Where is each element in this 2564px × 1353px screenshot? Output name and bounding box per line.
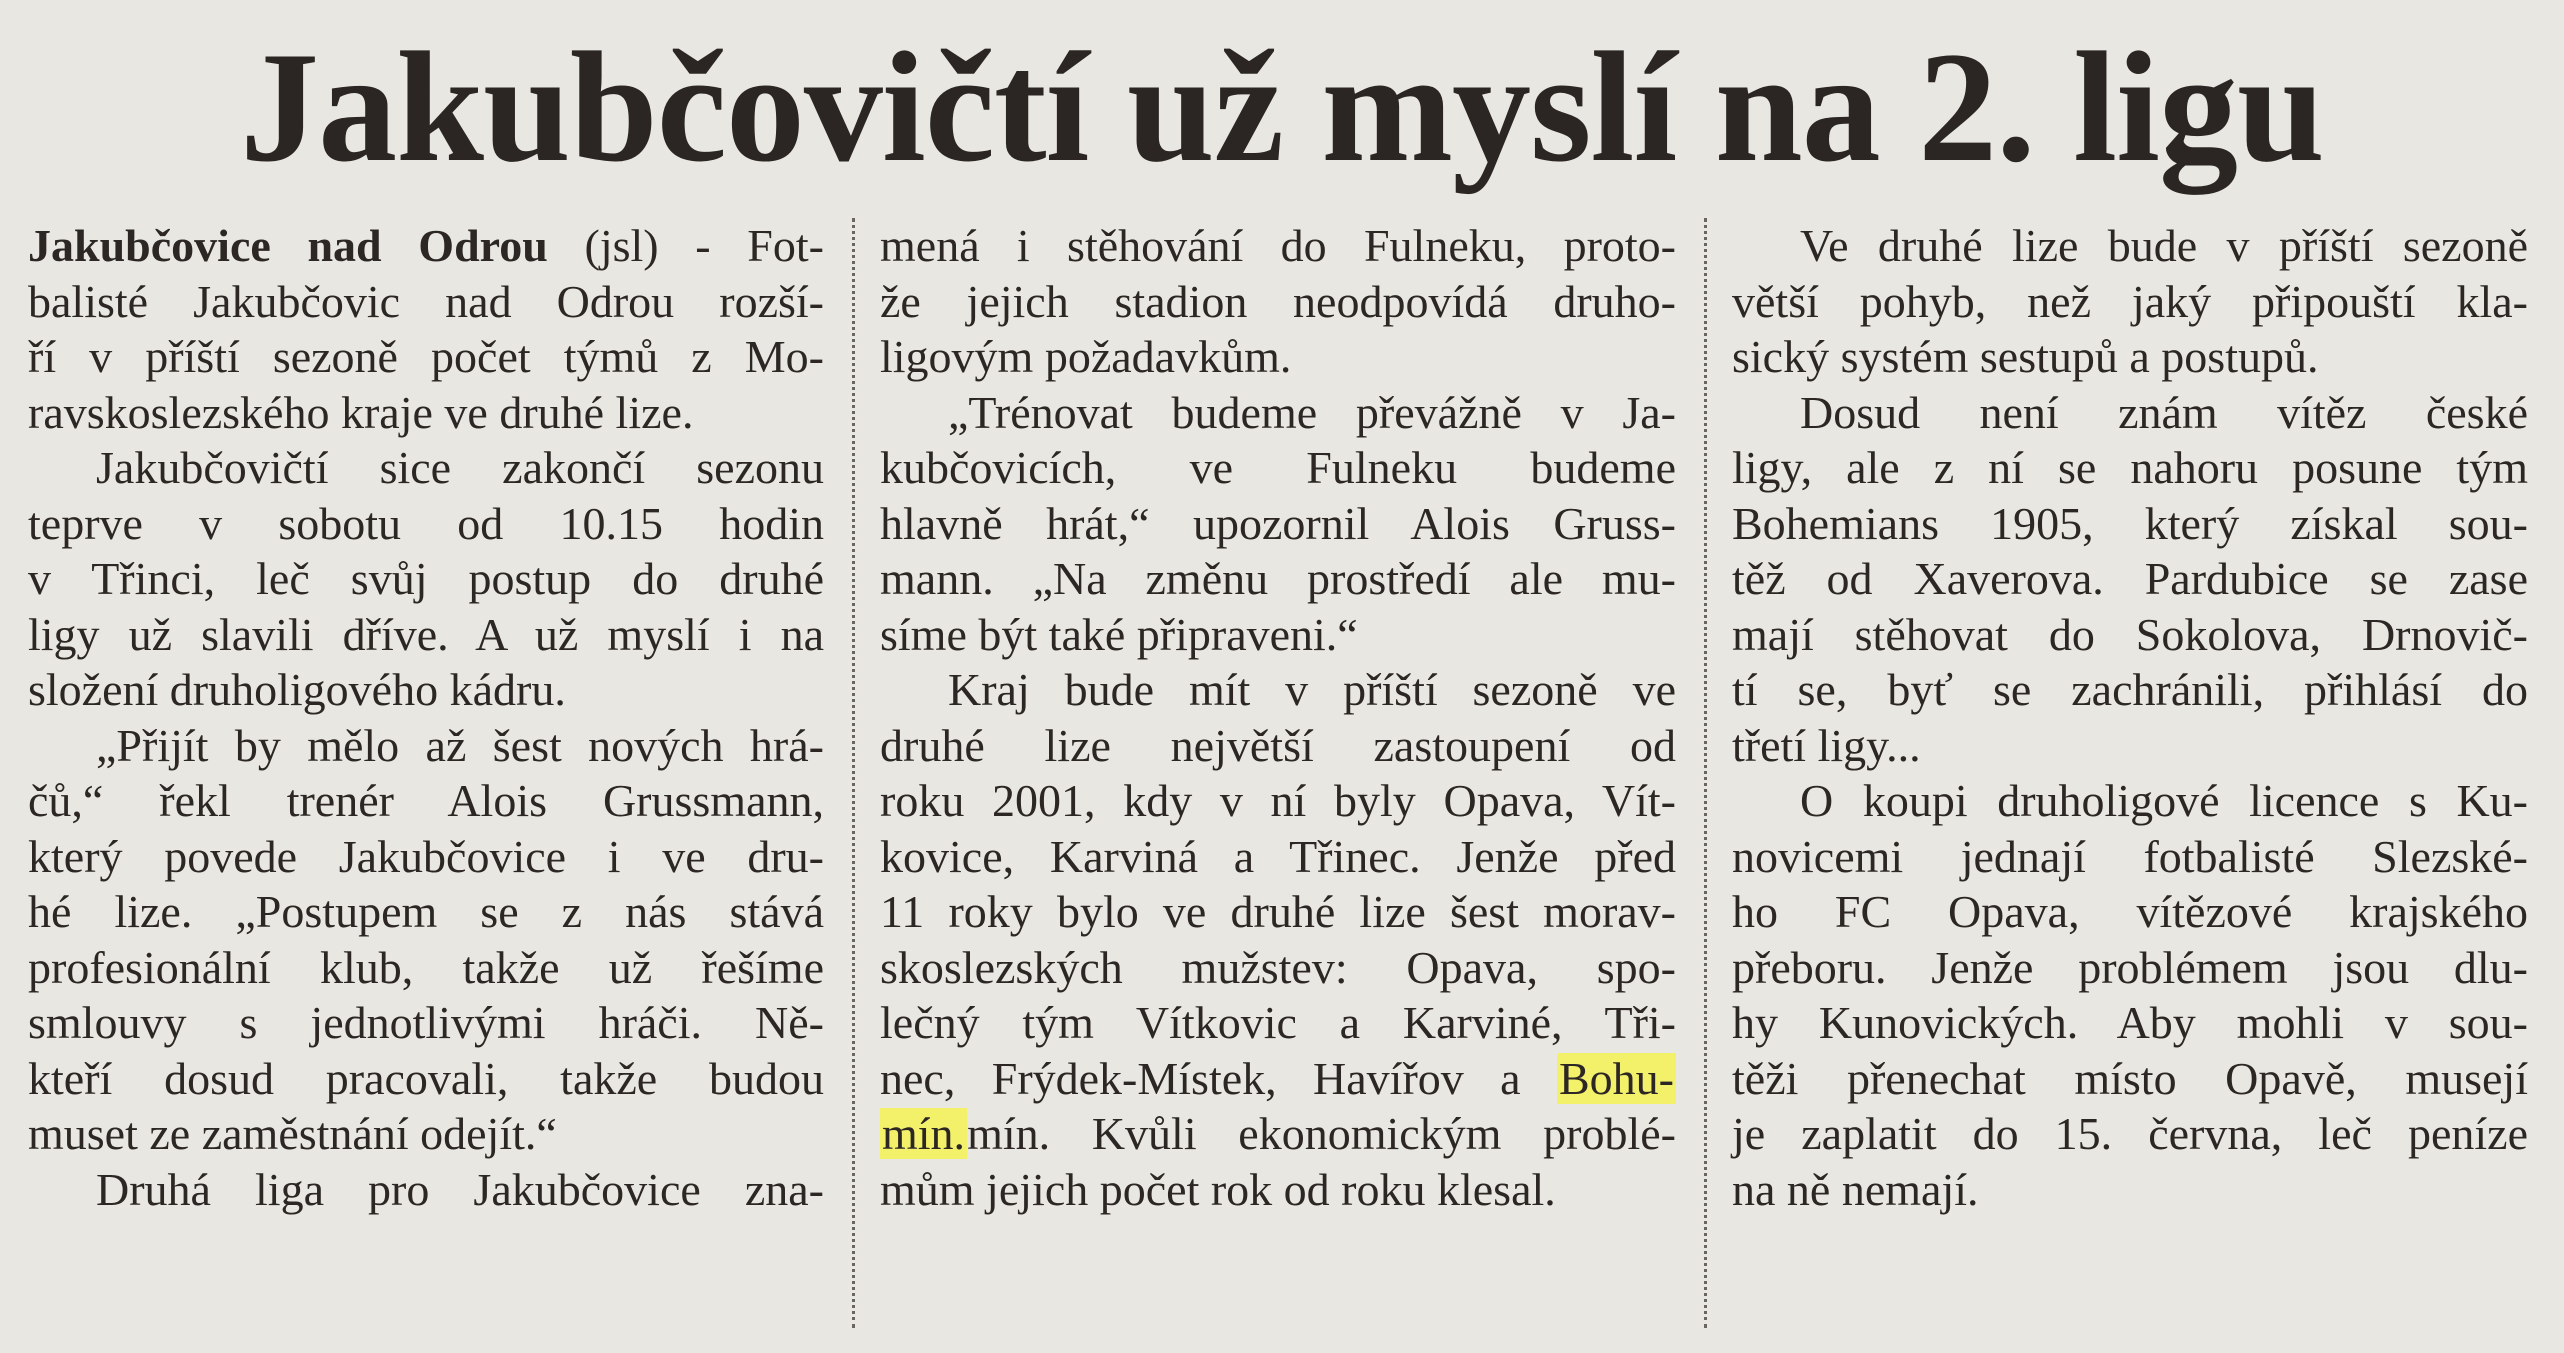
text-line: čů,“ řekl trenér Alois Grussmann,	[28, 775, 824, 826]
text-line: Bohemians 1905, který získal sou-	[1732, 497, 2528, 549]
text-line: ligy už slavili dříve. A už myslí i na	[28, 608, 824, 660]
paragraph	[1732, 773, 2528, 1217]
paragraph	[880, 218, 1676, 385]
text-line: Jakubčovice nad Odrou (jsl) - Fot-	[28, 220, 824, 271]
text-line: těž od Xaverova. Pardubice se zase	[1732, 553, 2528, 604]
text-line: roku 2001, kdy v ní byly Opava, Vít-	[880, 775, 1676, 826]
text-line: mená i stěhování do Fulneku, proto-	[880, 220, 1676, 271]
text-line: mům jejich počet rok od roku klesal.	[880, 1163, 1556, 1215]
highlighted-text: mín.	[882, 1108, 966, 1159]
paragraph	[880, 385, 1676, 663]
text-line: Jakubčovičtí sice zakončí sezonu	[96, 442, 824, 493]
text-line: kovice, Karviná a Třinec. Jenže před	[880, 830, 1676, 882]
paragraph	[28, 718, 824, 1162]
text-line: skoslezských mužstev: Opava, spo-	[880, 941, 1676, 993]
text-line: O koupi druholigové licence s Ku-	[1800, 775, 2528, 826]
text-line: na ně nemají.	[1732, 1163, 1979, 1215]
text-line: nec, Frýdek-Místek, Havířov a Bohu-	[880, 1052, 1674, 1104]
text-line: v Třinci, leč svůj postup do druhé	[28, 553, 824, 604]
highlighted-text: Bohu-	[1559, 1052, 1674, 1104]
text-line: kubčovicích, ve Fulneku budeme	[880, 442, 1676, 493]
text-line: tí se, byť se zachránili, přihlásí do	[1732, 664, 2528, 715]
paragraph	[28, 1162, 824, 1218]
text-line: mají stěhovat do Sokolova, Drnovič-	[1732, 608, 2528, 660]
text-line: Kraj bude mít v příští sezoně ve	[948, 664, 1676, 715]
text-line: který povede Jakubčovice i ve dru-	[28, 830, 824, 882]
paragraph	[28, 218, 824, 440]
lead-place: Jakubčovice nad Odrou	[28, 220, 548, 271]
column-divider	[852, 218, 855, 1328]
article-column-3	[1732, 218, 2528, 1217]
text-line: Dosud není znám vítěz české	[1800, 386, 2528, 438]
paragraph	[1732, 218, 2528, 385]
text-line: hy Kunovických. Aby mohli v sou-	[1732, 997, 2528, 1048]
article-column-1	[28, 218, 824, 1217]
headline: Jakubčovičtí už myslí na 2. ligu	[240, 20, 2324, 195]
text-line: ligy, ale z ní se nahoru posune tým	[1732, 442, 2528, 493]
text-line: Druhá liga pro Jakubčovice zna-	[96, 1163, 824, 1215]
text-line: „Přijít by mělo až šest nových hrá-	[96, 719, 824, 771]
text-line: že jejich stadion neodpovídá druho-	[880, 275, 1676, 327]
text-line: profesionální klub, takže už řešíme	[28, 941, 824, 993]
text-line: ligovým požadavkům.	[880, 331, 1292, 382]
text-line: třetí ligy...	[1732, 719, 1921, 771]
text-line: mann. „Na změnu prostředí ale mu-	[880, 553, 1676, 604]
text-line: druhé lize největší zastoupení od	[880, 719, 1676, 771]
text-line: přeboru. Jenže problémem jsou dlu-	[1732, 941, 2528, 993]
paragraph	[880, 662, 1676, 1217]
text-line: balisté Jakubčovic nad Odrou rozší-	[28, 275, 824, 327]
paragraph	[1732, 385, 2528, 774]
text-line: kteří dosud pracovali, takže budou	[28, 1052, 824, 1104]
text-line: hé lize. „Postupem se z nás stává	[28, 886, 824, 937]
text-line: muset ze zaměstnání odejít.“	[28, 1108, 557, 1159]
text-line: ravskoslezského kraje ve druhé lize.	[28, 386, 694, 438]
article-column-2	[880, 218, 1676, 1217]
text-line: 11 roky bylo ve druhé lize šest morav-	[880, 886, 1676, 937]
text-line: hlavně hrát,“ upozornil Alois Gruss-	[880, 497, 1676, 549]
text-line: ho FC Opava, vítězové krajského	[1732, 886, 2528, 937]
text-line: síme být také připraveni.“	[880, 608, 1358, 660]
column-divider	[1704, 218, 1707, 1328]
text-line: lečný tým Vítkovic a Karviné, Tři-	[880, 997, 1676, 1048]
text-line: teprve v sobotu od 10.15 hodin	[28, 497, 824, 549]
paragraph	[28, 440, 824, 718]
text-line: je zaplatit do 15. června, leč peníze	[1732, 1108, 2528, 1159]
text-line: „Trénovat budeme převážně v Ja-	[948, 386, 1676, 438]
text-line: Ve druhé lize bude v příští sezoně	[1800, 220, 2528, 271]
text-line: větší pohyb, než jaký připouští kla-	[1732, 275, 2528, 327]
text-line: novicemi jednají fotbalisté Slezské-	[1732, 830, 2528, 882]
text-line: těži přenechat místo Opavě, musejí	[1732, 1052, 2528, 1104]
text-line: smlouvy s jednotlivými hráči. Ně-	[28, 997, 824, 1048]
text-line: sický systém sestupů a postupů.	[1732, 331, 2319, 382]
text-line: ří v příští sezoně počet týmů z Mo-	[28, 331, 824, 382]
text-line: mín.mín. Kvůli ekonomickým problé-	[882, 1108, 1676, 1159]
text-line: složení druholigového kádru.	[28, 664, 566, 715]
